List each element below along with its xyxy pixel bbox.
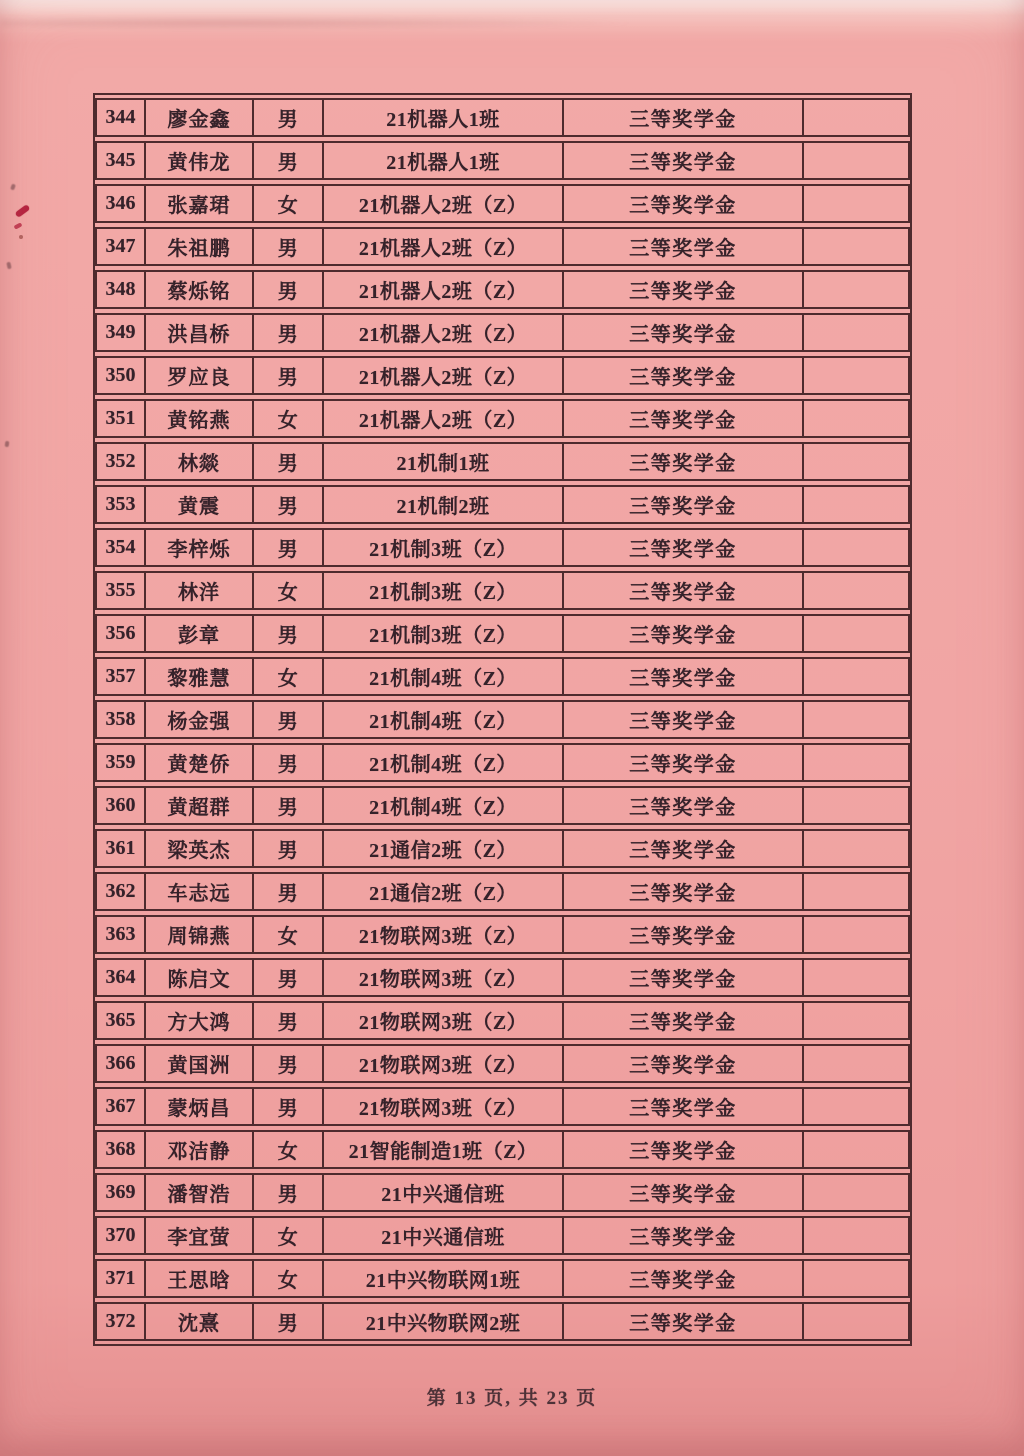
cell-award: 三等奖学金: [562, 143, 802, 178]
cell-note: [802, 186, 908, 221]
cell-award: 三等奖学金: [562, 1261, 802, 1296]
cell-gender: 女: [252, 1218, 322, 1253]
cell-award: 三等奖学金: [562, 1304, 802, 1339]
cell-note: [802, 788, 908, 823]
cell-gender: 男: [252, 616, 322, 651]
cell-gender: 男: [252, 100, 322, 135]
cell-name: 黄铭燕: [144, 401, 252, 436]
cell-name: 林燚: [144, 444, 252, 479]
cell-note: [802, 917, 908, 952]
cell-name: 罗应良: [144, 358, 252, 393]
cell-name: 廖金鑫: [144, 100, 252, 135]
red-pen-mark: [15, 204, 31, 218]
cell-award: 三等奖学金: [562, 917, 802, 952]
cell-class: 21机器人1班: [322, 143, 562, 178]
cell-class: 21物联网3班（Z）: [322, 960, 562, 995]
cell-award: 三等奖学金: [562, 702, 802, 737]
table-row: [95, 442, 910, 481]
cell-gender: 男: [252, 960, 322, 995]
cell-gender: 女: [252, 1261, 322, 1296]
table-row: [95, 743, 910, 782]
cell-note: [802, 315, 908, 350]
cell-note: [802, 1132, 908, 1167]
cell-class: 21机制2班: [322, 487, 562, 522]
cell-class: 21机制1班: [322, 444, 562, 479]
cell-index: 367: [105, 1095, 136, 1117]
cell-award: 三等奖学金: [562, 659, 802, 694]
cell-name: 梁英杰: [144, 831, 252, 866]
cell-gender: 男: [252, 143, 322, 178]
cell-class: 21物联网3班（Z）: [322, 917, 562, 952]
cell-gender: 男: [252, 315, 322, 350]
cell-award: 三等奖学金: [562, 229, 802, 264]
cell-name: 李宜萤: [144, 1218, 252, 1253]
cell-award: 三等奖学金: [562, 573, 802, 608]
cell-name: 黄超群: [144, 788, 252, 823]
cell-class: 21中兴物联网2班: [322, 1304, 562, 1339]
paper-crease-shadow: [0, 16, 640, 30]
cell-index: 345: [105, 149, 136, 171]
cell-index: 353: [105, 493, 136, 515]
cell-award: 三等奖学金: [562, 444, 802, 479]
table-row: [95, 528, 910, 567]
cell-note: [802, 659, 908, 694]
cell-class: 21机器人1班: [322, 100, 562, 135]
cell-note: [802, 401, 908, 436]
table-row: [95, 872, 910, 911]
table-row: [95, 184, 910, 223]
cell-gender: 男: [252, 702, 322, 737]
table-row: [95, 141, 910, 180]
cell-class: 21机器人2班（Z）: [322, 229, 562, 264]
cell-index: 370: [105, 1224, 136, 1246]
cell-name: 张嘉珺: [144, 186, 252, 221]
cell-name: 黄楚侨: [144, 745, 252, 780]
cell-gender: 男: [252, 487, 322, 522]
cell-name: 洪昌桥: [144, 315, 252, 350]
cell-award: 三等奖学金: [562, 1003, 802, 1038]
table-row: [95, 1259, 910, 1298]
cell-note: [802, 960, 908, 995]
cell-award: 三等奖学金: [562, 272, 802, 307]
cell-index: 362: [105, 880, 136, 902]
cell-gender: 男: [252, 1175, 322, 1210]
table-row: [95, 1087, 910, 1126]
cell-class: 21通信2班（Z）: [322, 831, 562, 866]
cell-gender: 女: [252, 573, 322, 608]
cell-index: 350: [105, 364, 136, 386]
scan-speck: [10, 183, 16, 190]
cell-gender: 男: [252, 831, 322, 866]
cell-gender: 男: [252, 1304, 322, 1339]
cell-class: 21机制3班（Z）: [322, 616, 562, 651]
cell-gender: 男: [252, 229, 322, 264]
cell-award: 三等奖学金: [562, 487, 802, 522]
cell-award: 三等奖学金: [562, 874, 802, 909]
cell-note: [802, 874, 908, 909]
cell-name: 李梓烁: [144, 530, 252, 565]
cell-index: 347: [105, 235, 136, 257]
cell-class: 21机制3班（Z）: [322, 530, 562, 565]
table-row: [95, 1173, 910, 1212]
table-row: [95, 958, 910, 997]
cell-name: 方大鸿: [144, 1003, 252, 1038]
cell-class: 21机器人2班（Z）: [322, 272, 562, 307]
cell-note: [802, 831, 908, 866]
page-number-footer: 第 13 页, 共 23 页: [426, 1388, 598, 1409]
cell-note: [802, 1304, 908, 1339]
table-row: [95, 1216, 910, 1255]
cell-index: 358: [105, 708, 136, 730]
paper-top-light-wash: [0, 0, 1024, 34]
cell-index: 365: [105, 1009, 136, 1031]
cell-index: 372: [105, 1310, 136, 1332]
cell-award: 三等奖学金: [562, 1046, 802, 1081]
table-row: [95, 700, 910, 739]
cell-gender: 男: [252, 874, 322, 909]
cell-gender: 男: [252, 530, 322, 565]
cell-note: [802, 1218, 908, 1253]
cell-index: 359: [105, 751, 136, 773]
cell-class: 21机器人2班（Z）: [322, 358, 562, 393]
cell-award: 三等奖学金: [562, 616, 802, 651]
cell-note: [802, 745, 908, 780]
cell-award: 三等奖学金: [562, 358, 802, 393]
cell-name: 黄震: [144, 487, 252, 522]
cell-name: 潘智浩: [144, 1175, 252, 1210]
cell-gender: 男: [252, 1089, 322, 1124]
cell-award: 三等奖学金: [562, 1175, 802, 1210]
cell-award: 三等奖学金: [562, 831, 802, 866]
cell-index: 354: [105, 536, 136, 558]
cell-gender: 女: [252, 659, 322, 694]
cell-name: 邓洁静: [144, 1132, 252, 1167]
cell-class: 21机制3班（Z）: [322, 573, 562, 608]
cell-gender: 男: [252, 1003, 322, 1038]
cell-name: 杨金强: [144, 702, 252, 737]
cell-index: 371: [105, 1267, 136, 1289]
cell-award: 三等奖学金: [562, 1218, 802, 1253]
cell-index: 368: [105, 1138, 136, 1160]
cell-class: 21机制4班（Z）: [322, 659, 562, 694]
cell-award: 三等奖学金: [562, 1089, 802, 1124]
cell-note: [802, 573, 908, 608]
cell-note: [802, 358, 908, 393]
cell-note: [802, 1003, 908, 1038]
cell-gender: 男: [252, 358, 322, 393]
cell-gender: 男: [252, 444, 322, 479]
cell-class: 21中兴物联网1班: [322, 1261, 562, 1296]
cell-class: 21机器人2班（Z）: [322, 186, 562, 221]
cell-award: 三等奖学金: [562, 401, 802, 436]
cell-name: 蒙炳昌: [144, 1089, 252, 1124]
cell-name: 沈熹: [144, 1304, 252, 1339]
cell-name: 车志远: [144, 874, 252, 909]
cell-award: 三等奖学金: [562, 186, 802, 221]
cell-index: 363: [105, 923, 136, 945]
cell-class: 21通信2班（Z）: [322, 874, 562, 909]
cell-class: 21中兴通信班: [322, 1218, 562, 1253]
cell-name: 朱祖鹏: [144, 229, 252, 264]
cell-gender: 男: [252, 1046, 322, 1081]
cell-award: 三等奖学金: [562, 100, 802, 135]
cell-note: [802, 100, 908, 135]
scan-speck: [5, 441, 10, 447]
cell-name: 黄国洲: [144, 1046, 252, 1081]
table-row: [95, 1001, 910, 1040]
cell-gender: 男: [252, 272, 322, 307]
table-row: [95, 786, 910, 825]
cell-award: 三等奖学金: [562, 1132, 802, 1167]
cell-gender: 女: [252, 186, 322, 221]
table-row: [95, 399, 910, 438]
cell-note: [802, 1046, 908, 1081]
cell-index: 360: [105, 794, 136, 816]
table-row: [95, 1302, 910, 1341]
cell-index: 346: [105, 192, 136, 214]
cell-name: 王思晗: [144, 1261, 252, 1296]
cell-name: 黄伟龙: [144, 143, 252, 178]
cell-note: [802, 1175, 908, 1210]
cell-note: [802, 444, 908, 479]
cell-class: 21物联网3班（Z）: [322, 1089, 562, 1124]
cell-index: 344: [105, 106, 136, 128]
cell-name: 彭章: [144, 616, 252, 651]
cell-class: 21机制4班（Z）: [322, 788, 562, 823]
table-row: [95, 356, 910, 395]
cell-gender: 男: [252, 788, 322, 823]
cell-name: 蔡烁铭: [144, 272, 252, 307]
cell-index: 364: [105, 966, 136, 988]
cell-index: 351: [105, 407, 136, 429]
scholarship-table: [93, 93, 912, 1346]
cell-note: [802, 487, 908, 522]
table-row: [95, 1044, 910, 1083]
cell-note: [802, 1261, 908, 1296]
table-row: [95, 829, 910, 868]
cell-index: 369: [105, 1181, 136, 1203]
cell-index: 348: [105, 278, 136, 300]
cell-class: 21机器人2班（Z）: [322, 315, 562, 350]
table-row: [95, 657, 910, 696]
red-pen-dot: [19, 235, 23, 239]
cell-note: [802, 229, 908, 264]
cell-class: 21机器人2班（Z）: [322, 401, 562, 436]
cell-gender: 女: [252, 1132, 322, 1167]
cell-index: 352: [105, 450, 136, 472]
cell-note: [802, 702, 908, 737]
cell-gender: 女: [252, 401, 322, 436]
cell-index: 357: [105, 665, 136, 687]
cell-note: [802, 272, 908, 307]
cell-index: 355: [105, 579, 136, 601]
red-pen-dash: [14, 222, 23, 229]
cell-index: 356: [105, 622, 136, 644]
cell-award: 三等奖学金: [562, 315, 802, 350]
cell-note: [802, 1089, 908, 1124]
cell-note: [802, 143, 908, 178]
cell-name: 陈启文: [144, 960, 252, 995]
cell-gender: 男: [252, 745, 322, 780]
cell-class: 21中兴通信班: [322, 1175, 562, 1210]
cell-index: 361: [105, 837, 136, 859]
table-row: [95, 270, 910, 309]
cell-class: 21机制4班（Z）: [322, 702, 562, 737]
cell-class: 21机制4班（Z）: [322, 745, 562, 780]
cell-gender: 女: [252, 917, 322, 952]
cell-note: [802, 616, 908, 651]
table-row: [95, 614, 910, 653]
table-row: [95, 485, 910, 524]
table-row: [95, 98, 910, 137]
cell-class: 21智能制造1班（Z）: [322, 1132, 562, 1167]
table-row: [95, 227, 910, 266]
cell-index: 349: [105, 321, 136, 343]
cell-name: 周锦燕: [144, 917, 252, 952]
cell-name: 林洋: [144, 573, 252, 608]
table-row: [95, 313, 910, 352]
table-row: [95, 571, 910, 610]
cell-award: 三等奖学金: [562, 530, 802, 565]
cell-award: 三等奖学金: [562, 788, 802, 823]
cell-index: 366: [105, 1052, 136, 1074]
cell-class: 21物联网3班（Z）: [322, 1003, 562, 1038]
scan-speck: [6, 262, 11, 270]
cell-class: 21物联网3班（Z）: [322, 1046, 562, 1081]
table-row: [95, 1130, 910, 1169]
cell-name: 黎雅慧: [144, 659, 252, 694]
table-row: [95, 915, 910, 954]
cell-award: 三等奖学金: [562, 745, 802, 780]
cell-award: 三等奖学金: [562, 960, 802, 995]
cell-note: [802, 530, 908, 565]
